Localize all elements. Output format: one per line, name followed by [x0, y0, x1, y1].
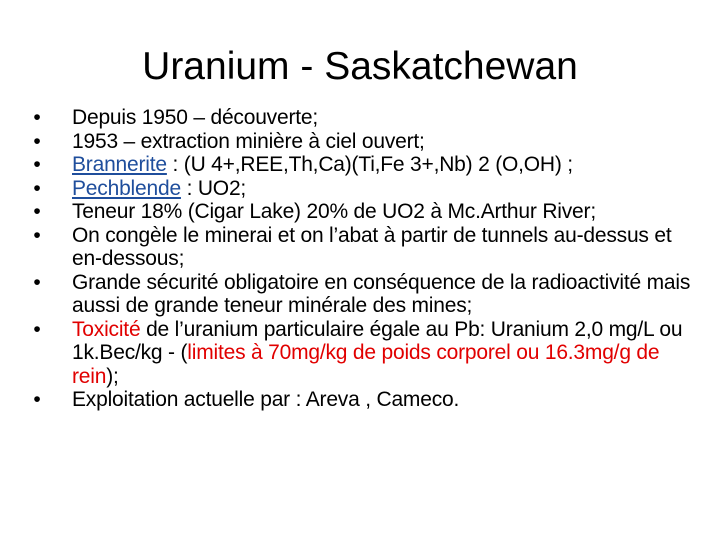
slide-title: Uranium - Saskatchewan	[142, 45, 578, 88]
bullet-text: 1953 – extraction minière à ciel ouvert;	[72, 129, 425, 153]
toxicity-emphasis: Toxicité	[72, 317, 141, 341]
bullet-icon: •	[33, 200, 41, 223]
bullet-item-discovery	[30, 106, 695, 130]
bullet-icon: •	[33, 153, 41, 176]
bullet-list	[30, 106, 695, 412]
bullet-text: : UO2;	[180, 176, 247, 200]
bullet-icon: •	[33, 223, 41, 247]
bullet-item-freezing	[30, 224, 695, 271]
bullet-item-operators	[30, 388, 695, 412]
brannerite-link[interactable]: Brannerite	[72, 153, 167, 176]
bullet-icon: •	[33, 176, 41, 200]
bullet-item-extraction	[30, 130, 695, 154]
bullet-icon: •	[33, 129, 41, 153]
bullet-text: : (U 4+,REE,Th,Ca)(Ti,Fe 3+,Nb) 2 (O,OH) ;	[166, 153, 573, 176]
bullet-item-toxicity	[30, 318, 695, 389]
bullet-item-safety	[30, 271, 695, 318]
bullet-text: Grande sécurité obligatoire en conséquence de la radioactivité mais aussi de grande teneur minérale des mines;	[72, 270, 691, 317]
bullet-text: de l’uranium particulaire égale au Pb: Uranium 2,0 mg/L ou 1k.Bec/kg - (	[72, 317, 683, 364]
bullet-item-pechblende	[30, 177, 695, 201]
bullet-icon: •	[33, 317, 41, 341]
limits-emphasis: limites à 70mg/kg de poids corporel ou 16.3mg/g de rein	[72, 341, 660, 388]
bullet-item-brannerite	[30, 153, 695, 177]
bullet-text: Depuis 1950 – découverte;	[72, 106, 319, 129]
bullet-icon: •	[33, 270, 41, 294]
bullet-text: On congèle le minerai et on l’abat à partir de tunnels au-dessus et en-dessous;	[72, 223, 672, 270]
bullet-item-grade	[30, 200, 695, 224]
bullet-text: Teneur 18% (Cigar Lake) 20% de UO2 à Mc.Arthur River;	[72, 200, 596, 223]
bullet-text: Exploitation actuelle par : Areva , Cameco.	[72, 388, 460, 411]
bullet-text: );	[106, 364, 119, 388]
bullet-icon: •	[33, 388, 41, 411]
pechblende-link[interactable]: Pechblende	[72, 176, 181, 200]
bullet-icon: •	[33, 106, 41, 129]
